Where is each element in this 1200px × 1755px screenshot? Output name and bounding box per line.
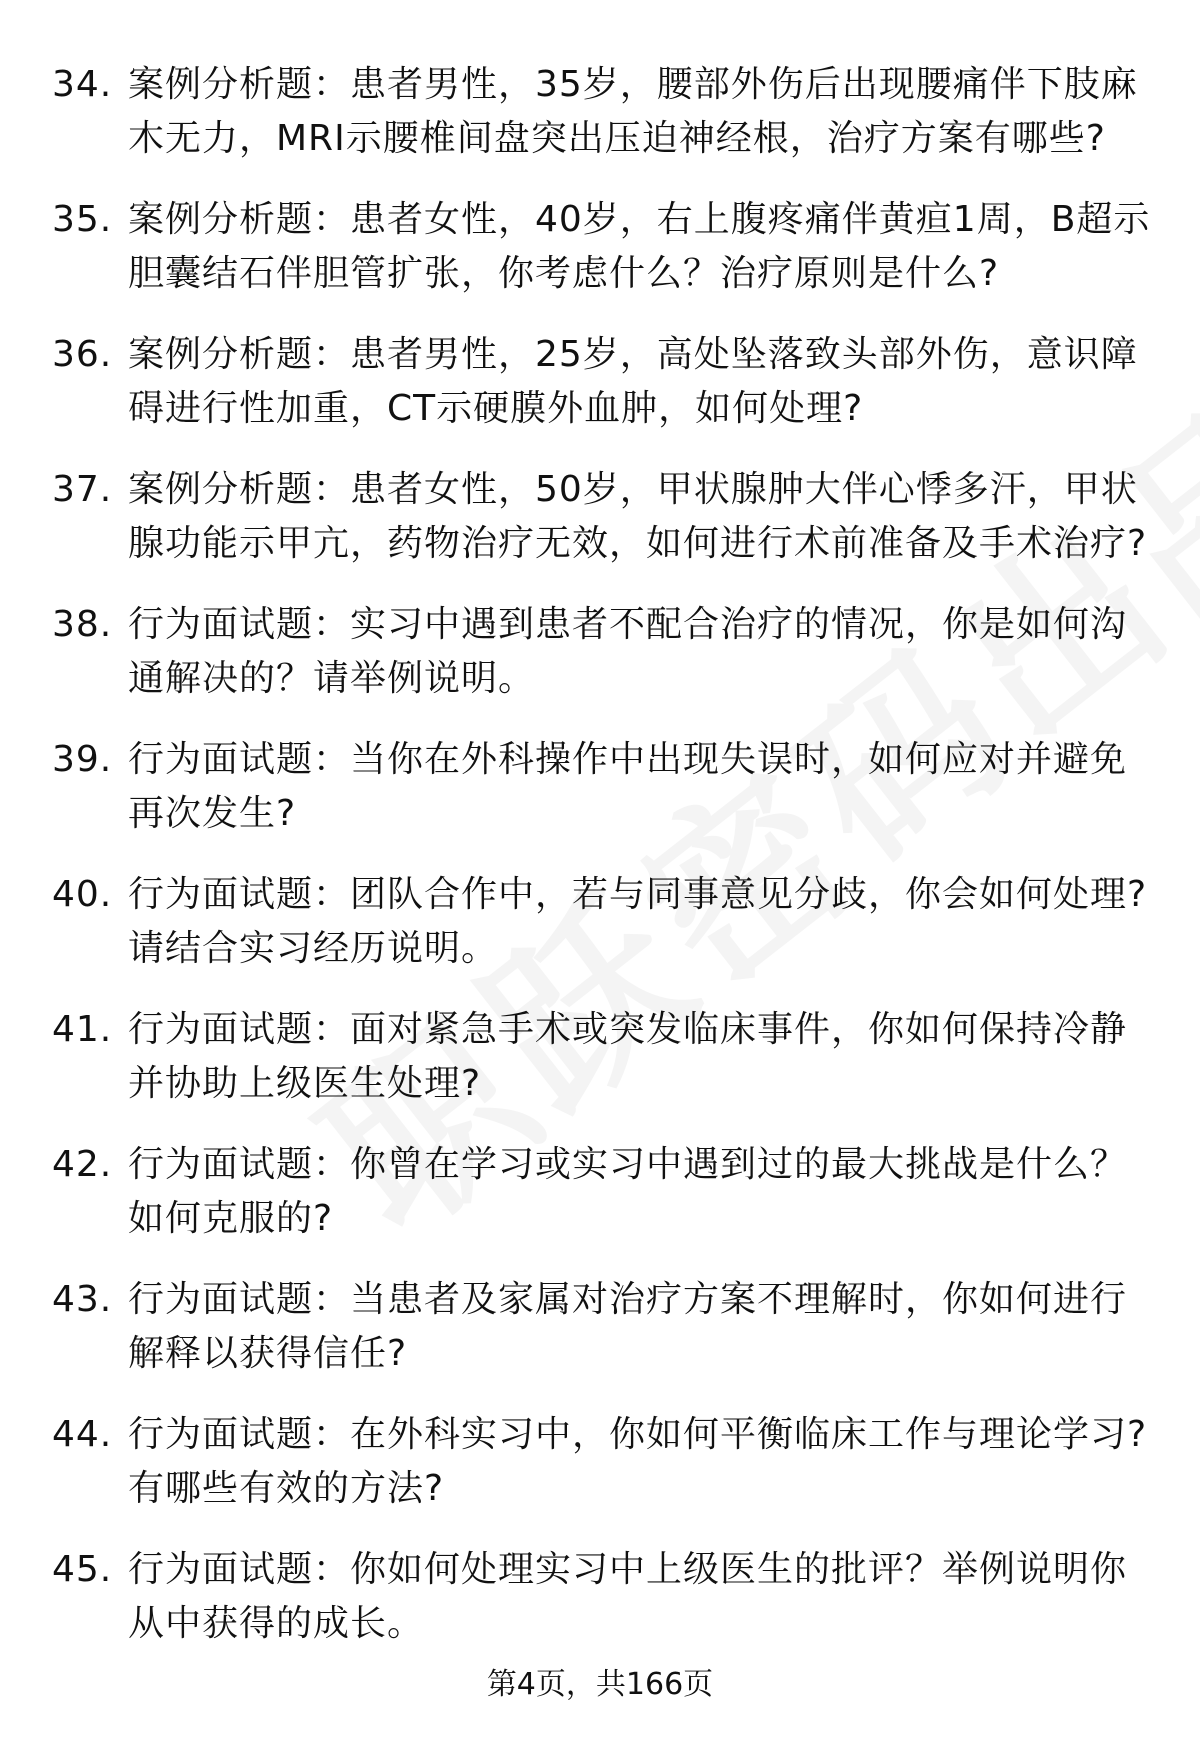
question-number: 38. xyxy=(52,604,113,645)
question-text: 行为面试题：实习中遇到患者不配合治疗的情况，你是如何沟通解决的？请举例说明。 xyxy=(128,604,1128,699)
question-item xyxy=(52,1273,1162,1408)
question-item xyxy=(52,58,1162,193)
question-item xyxy=(52,868,1162,1003)
question-text: 行为面试题：在外科实习中，你如何平衡临床工作与理论学习?有哪些有效的方法? xyxy=(128,1414,1148,1509)
question-text: 案例分析题：患者女性，40岁，右上腹疼痛伴黄疸1周，B超示胆囊结石伴胆管扩张，你考虑什么？治疗原则是什么? xyxy=(128,199,1151,294)
question-number: 34. xyxy=(52,64,113,105)
question-item xyxy=(52,1408,1162,1543)
question-item xyxy=(52,463,1162,598)
question-item xyxy=(52,1003,1162,1138)
question-item xyxy=(52,733,1162,868)
question-number: 39. xyxy=(52,739,113,780)
question-text: 行为面试题：你如何处理实习中上级医生的批评？举例说明你从中获得的成长。 xyxy=(128,1549,1128,1644)
question-text: 案例分析题：患者男性，35岁，腰部外伤后出现腰痛伴下肢麻木无力，MRI示腰椎间盘突出压迫神经根，治疗方案有哪些? xyxy=(128,64,1138,159)
question-text: 案例分析题：患者女性，50岁，甲状腺肿大伴心悸多汗，甲状腺功能示甲亢，药物治疗无效，如何进行术前准备及手术治疗? xyxy=(128,469,1148,564)
question-number: 41. xyxy=(52,1009,113,1050)
question-list xyxy=(52,58,1162,1678)
question-text: 案例分析题：患者男性，25岁，高处坠落致头部外伤，意识障碍进行性加重，CT示硬膜外血肿，如何处理? xyxy=(128,334,1138,429)
question-text: 行为面试题：当患者及家属对治疗方案不理解时，你如何进行解释以获得信任? xyxy=(128,1279,1128,1374)
question-text: 行为面试题：你曾在学习或实习中遇到过的最大挑战是什么？如何克服的? xyxy=(128,1144,1128,1239)
question-text: 行为面试题：当你在外科操作中出现失误时，如何应对并避免再次发生? xyxy=(128,739,1128,834)
question-number: 45. xyxy=(52,1549,113,1590)
question-text: 行为面试题：团队合作中，若与同事意见分歧，你会如何处理?请结合实习经历说明。 xyxy=(128,874,1148,969)
question-number: 37. xyxy=(52,469,113,510)
question-item xyxy=(52,1543,1162,1678)
question-item xyxy=(52,193,1162,328)
page-number-footer: 第4页，共166页 xyxy=(486,1667,714,1702)
question-item xyxy=(52,328,1162,463)
question-item xyxy=(52,1138,1162,1273)
question-number: 35. xyxy=(52,199,113,240)
question-text: 行为面试题：面对紧急手术或突发临床事件，你如何保持冷静并协助上级医生处理? xyxy=(128,1009,1128,1104)
question-number: 43. xyxy=(52,1279,113,1320)
question-number: 42. xyxy=(52,1144,113,1185)
question-item xyxy=(52,598,1162,733)
question-number: 40. xyxy=(52,874,113,915)
question-number: 36. xyxy=(52,334,113,375)
question-number: 44. xyxy=(52,1414,113,1455)
